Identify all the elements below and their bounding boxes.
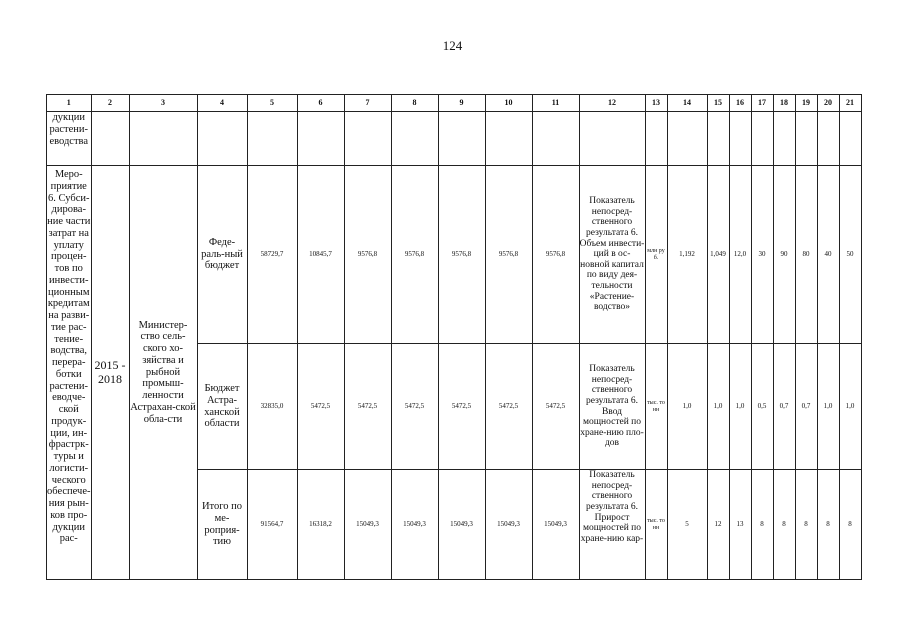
indicator-value: 1,0 [817, 344, 839, 470]
column-number: 4 [197, 95, 247, 112]
amount-year: 5472,5 [485, 344, 532, 470]
indicator-value: 90 [773, 166, 795, 344]
indicator-value: 80 [795, 166, 817, 344]
indicator-value: 40 [817, 166, 839, 344]
column-number: 17 [751, 95, 773, 112]
column-number: 8 [391, 95, 438, 112]
column-number: 13 [645, 95, 667, 112]
amount-year: 9576,8 [485, 166, 532, 344]
column-number-row [47, 95, 862, 112]
indicator-value: 8 [795, 470, 817, 580]
amount-year: 5472,5 [391, 344, 438, 470]
amount-year: 9576,8 [344, 166, 391, 344]
page-number: 124 [442, 38, 463, 53]
amount-year: 15049,3 [391, 470, 438, 580]
unit: тыс. тонн [645, 470, 667, 580]
indicator-value: 1,0 [707, 344, 729, 470]
amount-total: 91564,7 [247, 470, 297, 580]
indicator-value: 12,0 [729, 166, 751, 344]
table-row [47, 166, 862, 344]
indicator-value: 12 [707, 470, 729, 580]
amount-year: 15049,3 [438, 470, 485, 580]
column-number: 11 [532, 95, 579, 112]
amount-year: 9576,8 [391, 166, 438, 344]
column-number: 5 [247, 95, 297, 112]
funding-source: Итого по ме-роприя-тию [197, 470, 247, 580]
column-number: 1 [47, 95, 92, 112]
amount-year: 5472,5 [297, 344, 344, 470]
column-number: 6 [297, 95, 344, 112]
indicator-value: 0,7 [773, 344, 795, 470]
column-number: 14 [667, 95, 707, 112]
indicator: Показатель непосред-ственного результата 6. Ввод мощностей по хране-нию пло-дов [579, 344, 645, 470]
indicator-value: 1,049 [707, 166, 729, 344]
indicator-value: 8 [817, 470, 839, 580]
column-number: 16 [729, 95, 751, 112]
continued-row [47, 112, 862, 166]
column-number: 7 [344, 95, 391, 112]
column-number: 18 [773, 95, 795, 112]
amount-year: 5472,5 [438, 344, 485, 470]
indicator-value: 5 [667, 470, 707, 580]
indicator: Показатель непосред-ственного результата 6. Прирост мощностей по хране-нию кар- [579, 470, 645, 580]
unit: тыс. тонн [645, 344, 667, 470]
indicator-value: 13 [729, 470, 751, 580]
unit: млн руб. [645, 166, 667, 344]
event-name: Меро-приятие 6. Субси-дирова-ние части затрат на уплату процен-тов по инвести-ционным кредитам на разви-тие рас-тение-водства, перера-ботки растени-еводче-ской продук-ции, ин-фрастрк-туры и логисти-ческого обеспече-ния рын-ков про-дукции рас- [47, 166, 92, 580]
amount-year: 16318,2 [297, 470, 344, 580]
amount-year: 15049,3 [532, 470, 579, 580]
indicator-value: 1,0 [839, 344, 861, 470]
amount-total: 58729,7 [247, 166, 297, 344]
column-number: 2 [91, 95, 129, 112]
indicator-value: 1,0 [729, 344, 751, 470]
program-table [46, 94, 862, 580]
amount-year: 5472,5 [532, 344, 579, 470]
amount-year: 9576,8 [438, 166, 485, 344]
amount-year: 9576,8 [532, 166, 579, 344]
indicator-value: 0,7 [795, 344, 817, 470]
indicator-value: 30 [751, 166, 773, 344]
indicator-value: 50 [839, 166, 861, 344]
indicator-value: 1,0 [667, 344, 707, 470]
column-number: 12 [579, 95, 645, 112]
executor: Министер-ство сель-ского хо-зяйства и рыбной промыш-ленности Астрахан-ской обла-сти [129, 166, 197, 580]
column-number: 10 [485, 95, 532, 112]
amount-total: 32835,0 [247, 344, 297, 470]
indicator: Показатель непосред-ственного результата 6. Объем инвести-ций в ос-новной капитал по виду дея-тельности «Растение-водство» [579, 166, 645, 344]
amount-year: 15049,3 [344, 470, 391, 580]
column-number: 15 [707, 95, 729, 112]
continued-event-name: дукции растени-еводства [47, 112, 92, 166]
column-number: 21 [839, 95, 861, 112]
indicator-value: 0,5 [751, 344, 773, 470]
period: 2015 - 2018 [91, 166, 129, 580]
amount-year: 10845,7 [297, 166, 344, 344]
indicator-value: 8 [773, 470, 795, 580]
funding-source: Бюджет Астра-ханской области [197, 344, 247, 470]
column-number: 20 [817, 95, 839, 112]
amount-year: 5472,5 [344, 344, 391, 470]
indicator-value: 8 [839, 470, 861, 580]
amount-year: 15049,3 [485, 470, 532, 580]
indicator-value: 8 [751, 470, 773, 580]
column-number: 3 [129, 95, 197, 112]
indicator-value: 1,192 [667, 166, 707, 344]
funding-source: Феде-раль-ный бюджет [197, 166, 247, 344]
column-number: 19 [795, 95, 817, 112]
column-number: 9 [438, 95, 485, 112]
